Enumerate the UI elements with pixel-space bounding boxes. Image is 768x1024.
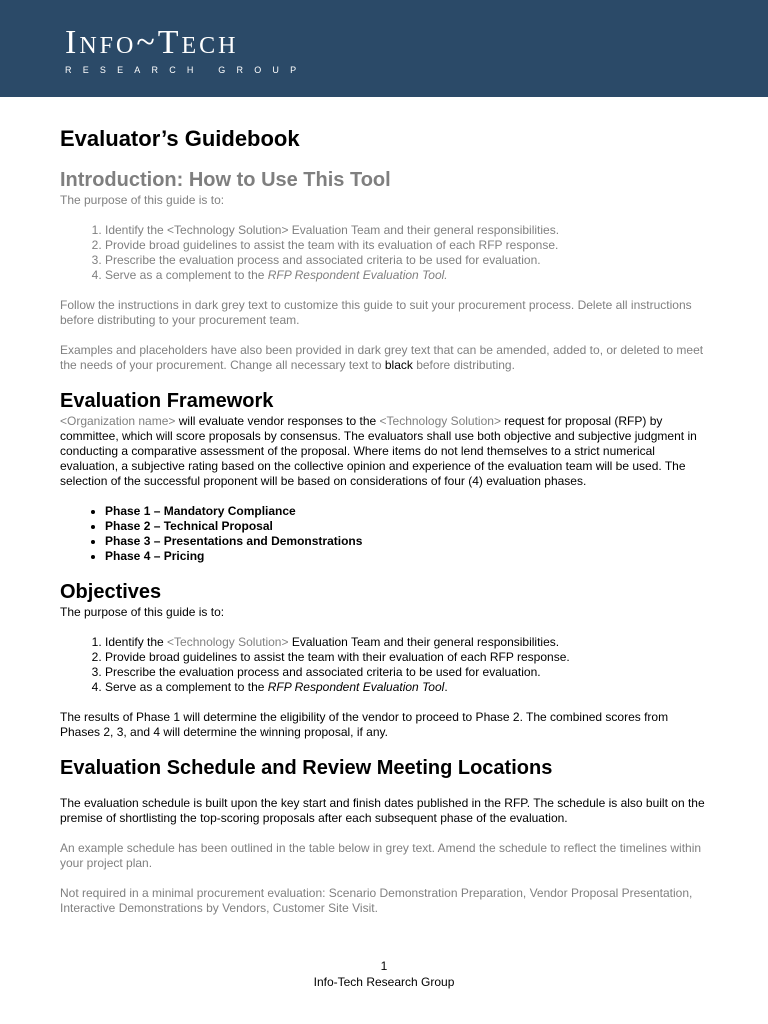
- list-item: [105, 680, 710, 695]
- list-item: 1. Identify the <Technology Solution> Evaluation Team and their general responsibilities.: [105, 223, 710, 238]
- schedule-paragraph-3: Not required in a minimal procurement evaluation: Scenario Demonstration Preparation, Vendor Proposal Presentation, Interactive Demonstrations by Vendors, Customer Site Visit.: [60, 886, 693, 915]
- framework-text-1: will evaluate vendor responses to the: [175, 414, 380, 428]
- list-item: • Phase 3 – Presentations and Demonstrations: [105, 534, 710, 549]
- document-body: [60, 124, 710, 916]
- framework-text-2: request for proposal (RFP) by committee, which will score proposals by consensus. The evaluators shall use both objective and subjective judgment in conducting a comparative assessment of the proposal. Where items do not lend themselves to a strict numerical evaluation, a subjective rating based on the collective opinion and experience of the evaluation team will be used. The selection of the successful proponent will be based on considerations of four (4) evaluation phases.: [60, 414, 697, 488]
- company-logo: [65, 26, 307, 75]
- intro-list: [60, 223, 710, 283]
- tech-placeholder: <Technology Solution>: [379, 414, 501, 428]
- list-item: • Phase 1 – Mandatory Compliance: [105, 504, 710, 519]
- document-title: Evaluator’s Guidebook: [60, 126, 300, 151]
- logo-wordmark: Info~Tech: [65, 24, 239, 61]
- objectives-item4-tool-name: RFP Respondent Evaluation Tool: [267, 680, 445, 694]
- intro-lead: The purpose of this guide is to:: [60, 193, 225, 207]
- intro-item4-prefix: Serve as a complement to the: [105, 268, 268, 282]
- intro-item4-tool-name: RFP Respondent Evaluation Tool.: [267, 268, 448, 282]
- phase-list: [60, 504, 710, 564]
- list-item: 3. Prescribe the evaluation process and associated criteria to be used for evaluation.: [105, 253, 710, 268]
- header-banner: [0, 0, 768, 97]
- objectives-heading: Objectives: [60, 581, 162, 603]
- org-placeholder: <Organization name>: [60, 414, 176, 428]
- intro-paragraph-2: [60, 343, 710, 373]
- list-item: 3. Prescribe the evaluation process and associated criteria to be used for evaluation.: [105, 665, 710, 680]
- list-item: • Phase 2 – Technical Proposal: [105, 519, 710, 534]
- schedule-heading: Evaluation Schedule and Review Meeting Locations: [60, 757, 553, 779]
- tech-placeholder: <Technology Solution>: [167, 635, 289, 649]
- list-item: [105, 635, 710, 650]
- objectives-paragraph: The results of Phase 1 will determine the eligibility of the vendor to proceed to Phase 2. The combined scores from Phases 2, 3, and 4 will determine the winning proposal, if any.: [60, 710, 669, 739]
- black-word: black: [384, 358, 413, 372]
- intro-paragraph-1: Follow the instructions in dark grey text to customize this guide to suit your procurement process. Delete all instructions before distributing to your procurement team.: [60, 298, 692, 327]
- objectives-item1-suffix: Evaluation Team and their general responsibilities.: [288, 635, 560, 649]
- framework-paragraph: [60, 414, 710, 489]
- intro-para2-prefix: Examples and placeholders have also been provided in dark grey text that can be amended, added to, or deleted to meet the needs of your procurement. Change all necessary text to: [60, 343, 704, 372]
- list-item: [105, 268, 710, 283]
- intro-heading: Introduction: How to Use This Tool: [60, 169, 391, 191]
- objectives-list: [60, 635, 710, 695]
- list-item: • Phase 4 – Pricing: [105, 549, 710, 564]
- objectives-item4-prefix: Serve as a complement to the: [105, 680, 268, 694]
- list-item: 2. Provide broad guidelines to assist the team with their evaluation of each RFP response.: [105, 650, 710, 665]
- objectives-lead: The purpose of this guide is to:: [60, 605, 225, 619]
- page-number: 1: [380, 959, 388, 973]
- objectives-item1-prefix: Identify the: [105, 635, 168, 649]
- framework-heading: Evaluation Framework: [60, 390, 274, 412]
- objectives-item4-suffix: .: [444, 680, 448, 694]
- schedule-paragraph-1: The evaluation schedule is built upon the key start and finish dates published in the RFP. The schedule is also built on the premise of shortlisting the top-scoring proposals after each subsequent phase of the evaluation.: [60, 796, 705, 825]
- page-footer: [0, 958, 768, 990]
- list-item: 2. Provide broad guidelines to assist the team with its evaluation of each RFP response.: [105, 238, 710, 253]
- intro-para2-suffix: before distributing.: [412, 358, 515, 372]
- logo-tagline: RESEARCH GROUP: [65, 65, 308, 75]
- footer-company-name: Info-Tech Research Group: [313, 975, 455, 989]
- schedule-paragraph-2: An example schedule has been outlined in the table below in grey text. Amend the schedule to reflect the timelines within your project plan.: [60, 841, 702, 870]
